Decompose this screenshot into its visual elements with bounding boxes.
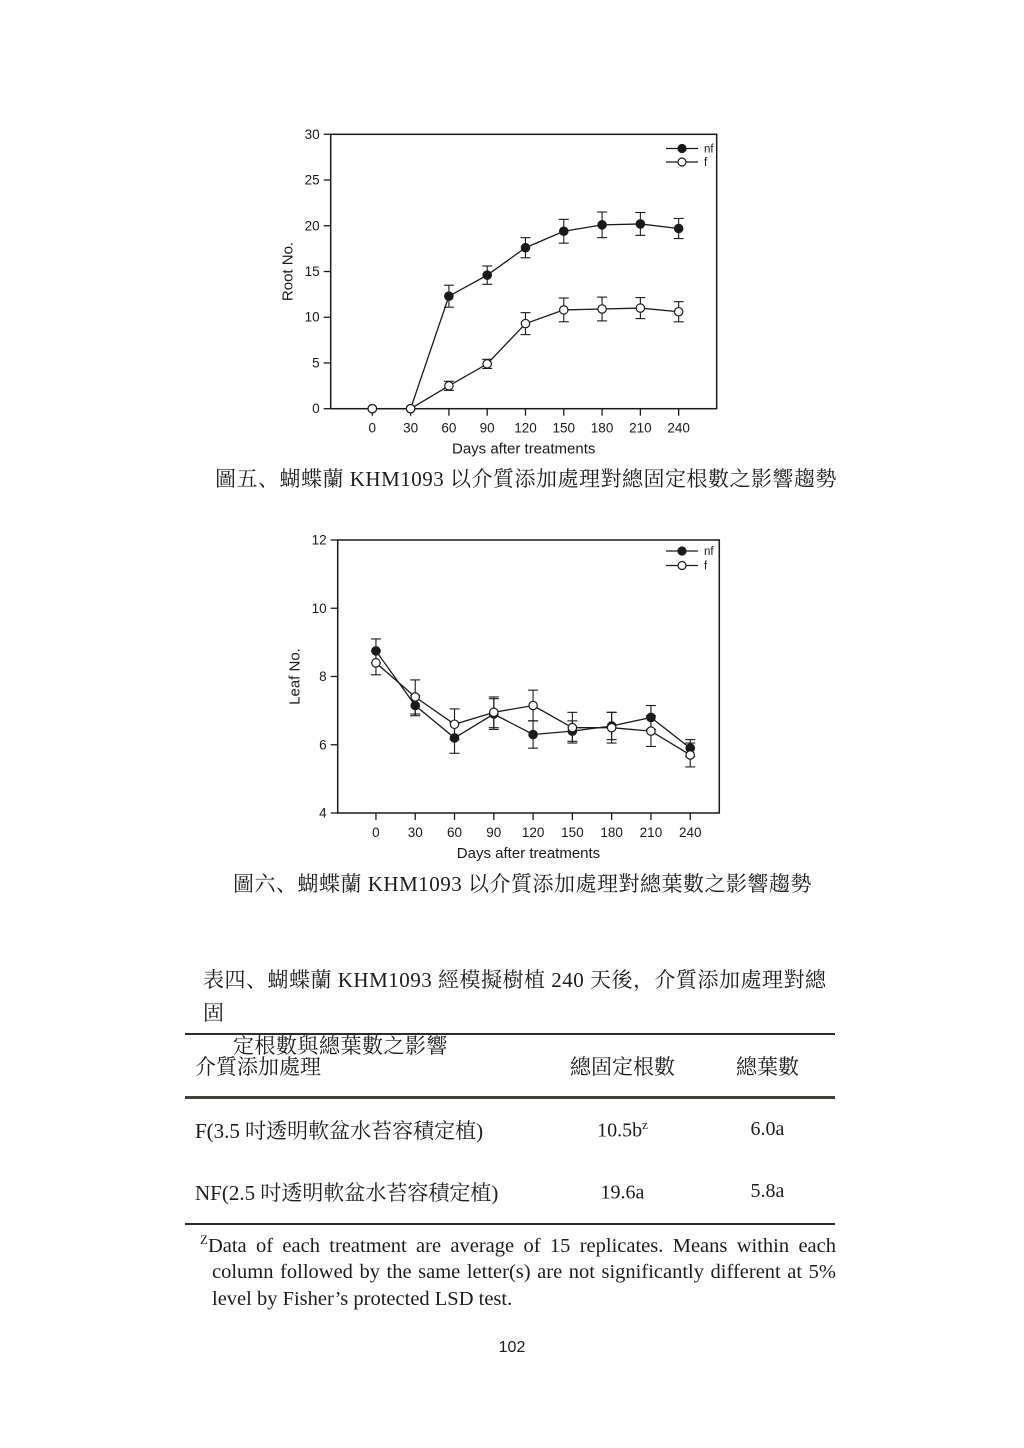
legend-label: f: [704, 157, 708, 169]
figure6-caption: 圖六、蝴蝶蘭 KHM1093 以介質添加處理對總葉數之影響趨勢: [233, 872, 813, 896]
x-tick-label: 210: [629, 420, 652, 436]
y-tick-label: 25: [304, 172, 320, 188]
data-point-f: [568, 723, 576, 731]
data-point-f: [529, 701, 537, 709]
data-point-f: [411, 693, 419, 701]
y-tick-label: 10: [311, 600, 327, 616]
data-point-nf: [598, 221, 606, 229]
table4-header-root-no: 總固定根數: [570, 1054, 675, 1079]
table4-row2-treatment: NF(2.5 吋透明軟盆水苔容積定植): [195, 1180, 499, 1205]
data-point-f: [368, 405, 376, 413]
figure6-leaf-no-chart: [240, 530, 740, 870]
x-tick-label: 150: [552, 420, 576, 436]
y-axis-title: Root No.: [279, 241, 297, 302]
footnote-superscript-z: Z: [200, 1232, 208, 1247]
data-point-f: [406, 405, 414, 413]
data-point-f: [372, 659, 380, 667]
data-point-nf: [521, 244, 529, 252]
x-tick-label: 240: [678, 825, 702, 840]
data-point-f: [636, 304, 644, 312]
data-point-f: [450, 720, 458, 728]
y-tick-label: 15: [304, 264, 320, 279]
table4-row1-treatment: F(3.5 吋透明軟盆水苔容積定植): [195, 1118, 484, 1143]
legend-label: f: [704, 560, 708, 573]
data-point-nf: [529, 730, 537, 738]
table4-row1-root-sup: z: [642, 1116, 648, 1132]
y-tick-label: 10: [304, 309, 320, 325]
legend-marker-f: [678, 562, 686, 570]
data-point-f: [647, 727, 655, 735]
table4-caption-line2: 定根數與總葉數之影響: [233, 1034, 448, 1058]
data-point-f: [686, 751, 694, 759]
x-tick-label: 30: [407, 825, 423, 840]
table4-header-leaf-no: 總葉數: [736, 1054, 799, 1079]
table4-row1-root-text: 10.5b: [597, 1119, 643, 1142]
table-row: [185, 1160, 835, 1223]
y-tick-label: 5: [312, 355, 320, 371]
data-point-f: [598, 305, 606, 313]
y-tick-label: 4: [319, 805, 327, 821]
data-point-nf: [674, 224, 682, 232]
data-point-f: [674, 308, 682, 316]
axes: [287, 533, 720, 863]
x-tick-label: 180: [590, 420, 614, 436]
data-point-nf: [445, 292, 453, 300]
table-row: [185, 1099, 835, 1160]
data-point-f: [607, 723, 615, 731]
table4-row2-leaf-value: 5.8a: [750, 1180, 785, 1202]
x-tick-label: 30: [403, 420, 419, 436]
table4-footnote: [200, 1227, 836, 1312]
x-tick-label: 150: [561, 825, 584, 840]
legend-marker-f: [678, 158, 686, 166]
data-point-f: [445, 382, 453, 390]
legend-label: nf: [704, 546, 714, 558]
x-tick-label: 180: [600, 825, 623, 840]
axes: [280, 127, 717, 458]
table4-row2-root-text: 19.6a: [600, 1181, 645, 1204]
x-tick-label: 90: [486, 825, 502, 840]
y-tick-label: 0: [312, 401, 320, 417]
y-tick-label: 20: [304, 218, 320, 234]
x-tick-label: 60: [441, 420, 457, 436]
y-tick-label: 12: [311, 532, 327, 548]
x-axis-title: Days after treatments: [456, 845, 601, 862]
page-number: 102: [498, 1339, 526, 1356]
data-point-f: [483, 360, 491, 368]
legend: [666, 144, 714, 170]
data-point-nf: [636, 220, 644, 228]
table4-row1-root-value: [535, 1117, 710, 1143]
table4-caption-line1: 表四、蝴蝶蘭 KHM1093 經模擬樹植 240 天後，介質添加處理對總固: [203, 968, 827, 1025]
table4-row2-root-value: [535, 1179, 710, 1205]
y-tick-label: 6: [319, 737, 327, 753]
x-tick-label: 60: [446, 825, 463, 840]
x-tick-label: 0: [368, 420, 377, 436]
legend-label: nf: [704, 143, 714, 156]
x-tick-label: 210: [639, 825, 663, 840]
x-tick-label: 120: [514, 420, 537, 436]
x-axis-title: Days after treatments: [452, 440, 596, 458]
legend-marker-nf: [678, 145, 686, 153]
data-point-nf: [560, 227, 568, 235]
data-point-f: [521, 319, 529, 327]
x-tick-label: 90: [479, 420, 495, 436]
x-tick-label: 120: [521, 825, 545, 840]
table4-header-treatment: 介質添加處理: [195, 1054, 321, 1079]
figure5-caption: 圖五、蝴蝶蘭 KHM1093 以介質添加處理對總固定根數之影響趨勢: [215, 467, 838, 491]
y-tick-label: 30: [304, 126, 320, 142]
x-tick-label: 240: [667, 420, 690, 436]
figure5-root-no-chart: [240, 125, 740, 465]
y-tick-label: 8: [319, 669, 327, 684]
legend-marker-nf: [678, 547, 686, 555]
y-axis-title: Leaf No.: [286, 648, 304, 705]
table4-header-row: [185, 1035, 835, 1099]
table4-row1-leaf-value: 6.0a: [750, 1118, 785, 1140]
x-tick-label: 0: [372, 825, 380, 840]
table4: [185, 1033, 835, 1225]
data-point-f: [560, 306, 568, 314]
data-point-f: [490, 708, 498, 716]
data-point-nf: [483, 271, 491, 279]
footnote-text: Data of each treatment are average of 15 replicates. Means within each column followed by the same letter(s) are not significantly different at 5% level by Fisher’s protected LSD test.: [207, 1234, 836, 1310]
legend: [666, 546, 714, 573]
